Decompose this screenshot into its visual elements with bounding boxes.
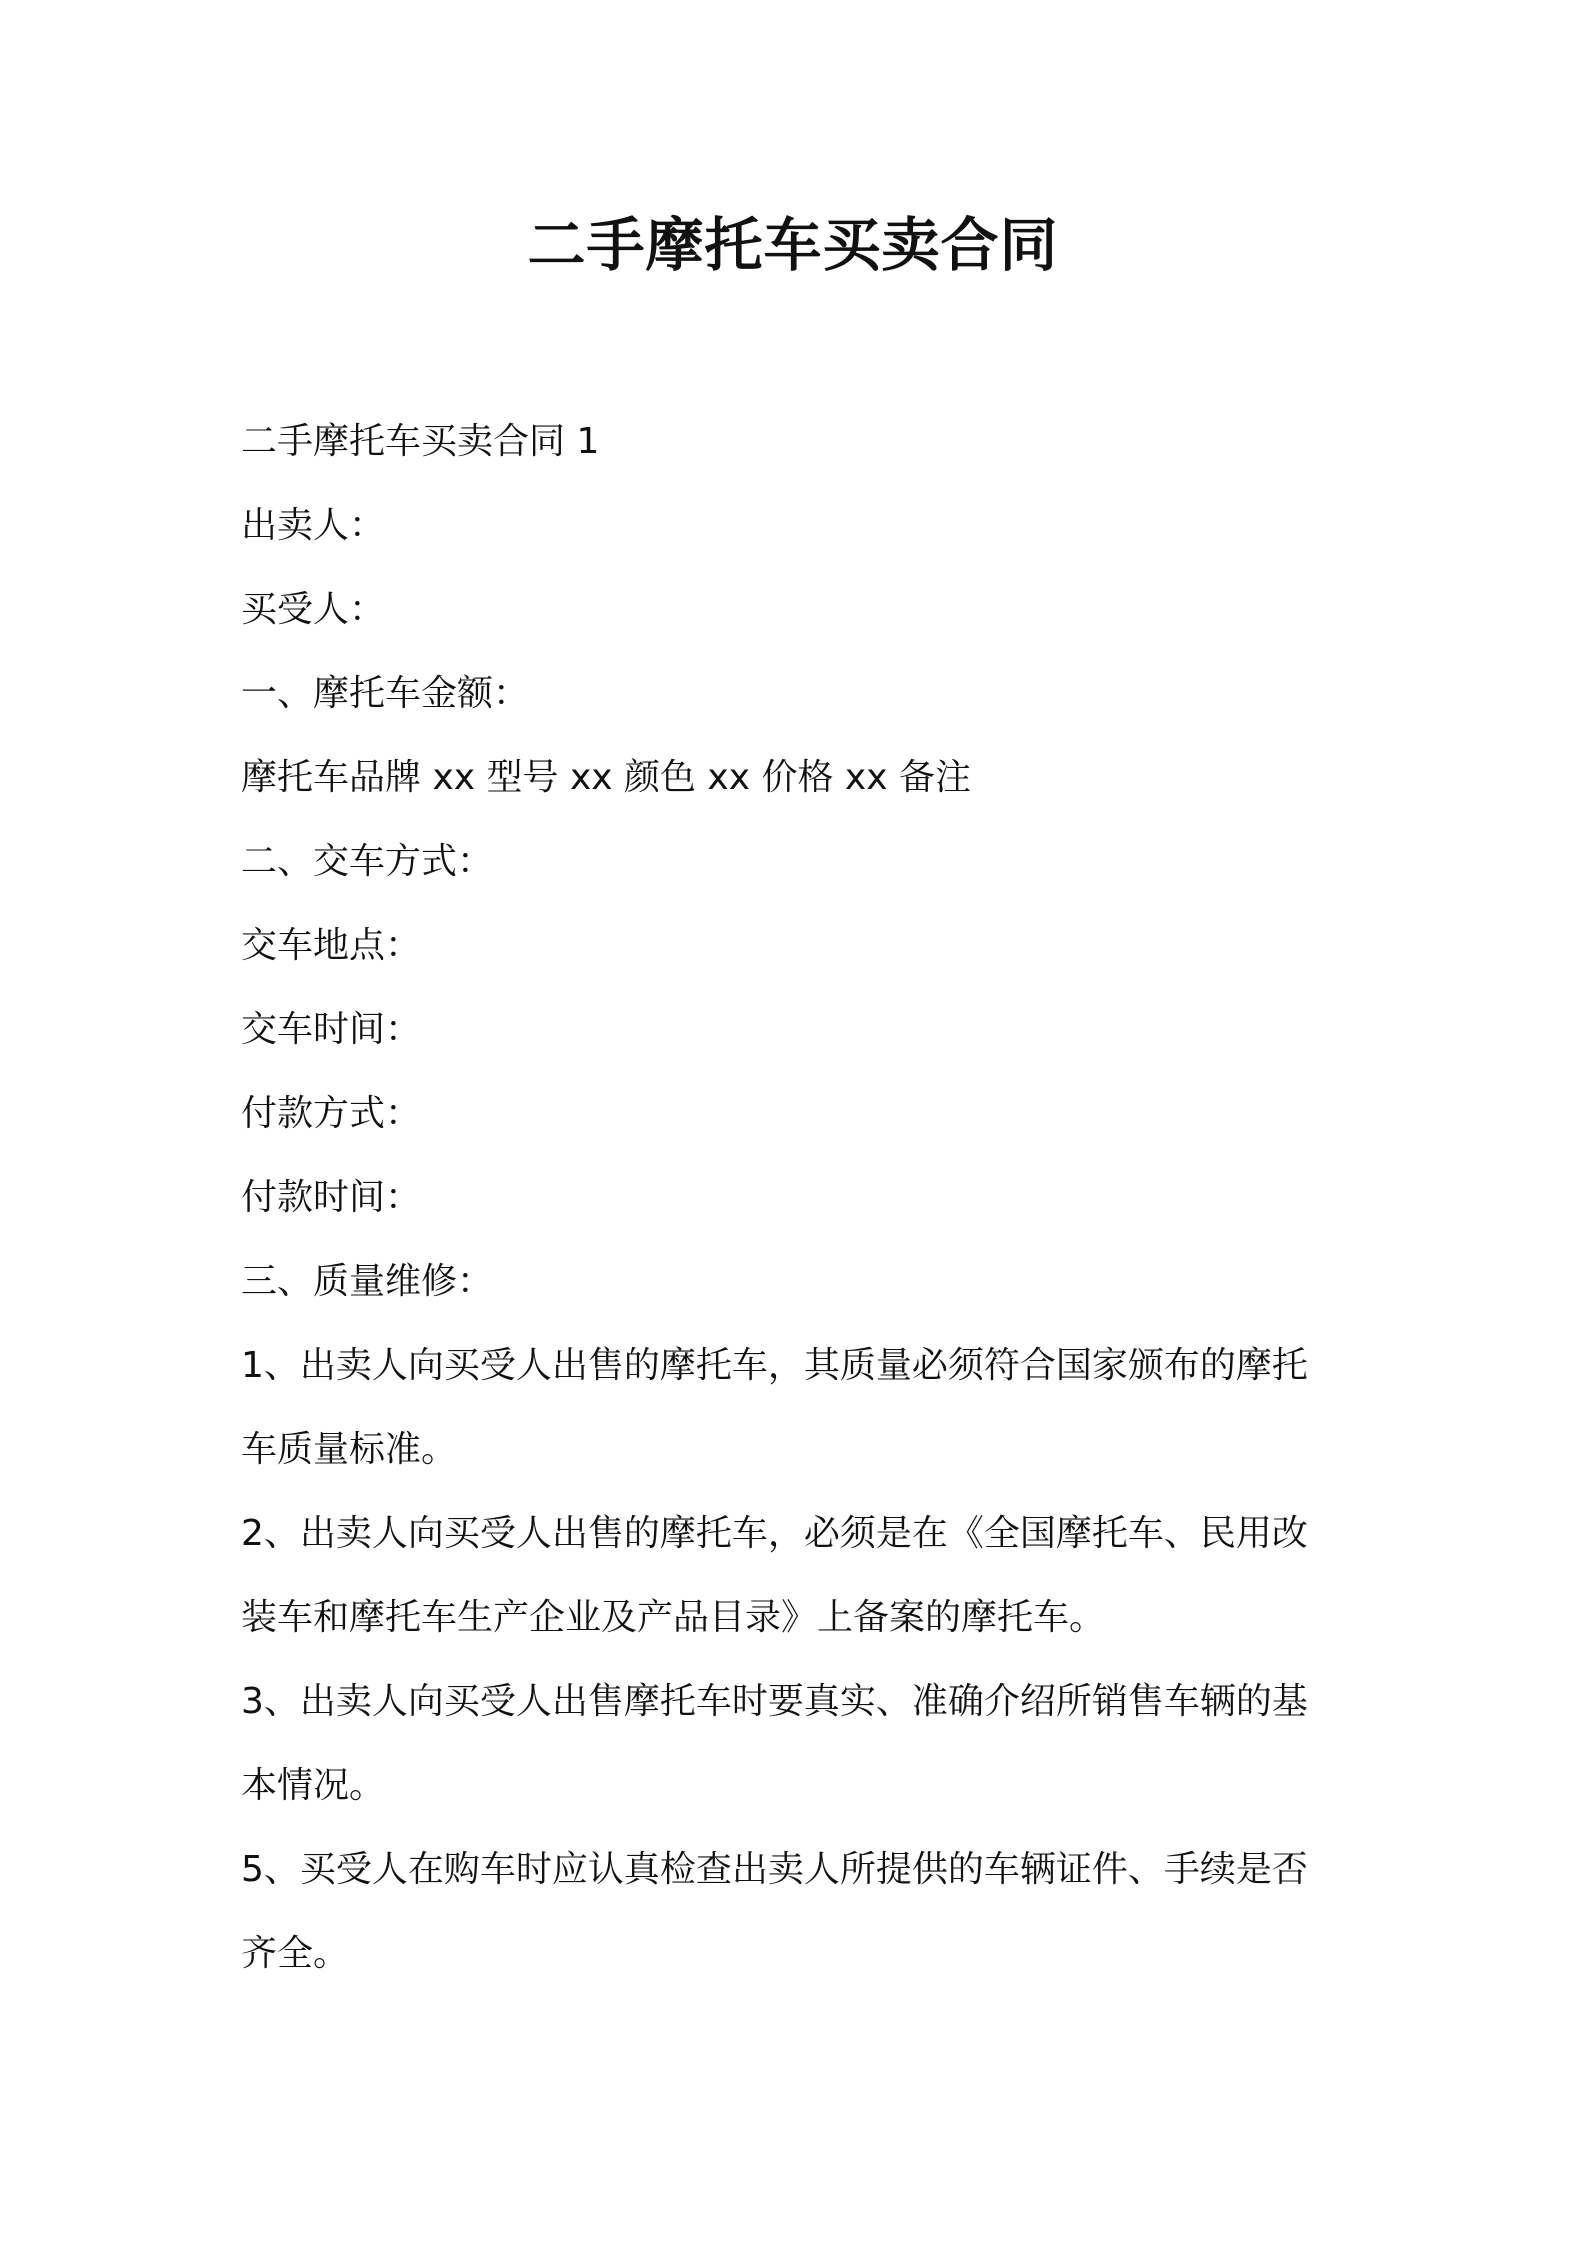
document-title: 二手摩托车买卖合同 bbox=[527, 211, 1059, 279]
payment-method-field: 付款方式： bbox=[241, 1093, 422, 1134]
clause-3 bbox=[241, 1660, 1351, 1828]
contract-subtitle: 二手摩托车买卖合同 1 bbox=[241, 421, 600, 462]
document-body bbox=[241, 400, 1351, 1996]
clause-1 bbox=[241, 1324, 1351, 1492]
delivery-location-field: 交车地点： bbox=[241, 925, 422, 966]
buyer-field: 买受人： bbox=[241, 589, 386, 630]
clause-line: 2、出卖人向买受人出售的摩托车，必须是在《全国摩托车、民用改 bbox=[241, 1513, 1308, 1554]
clause-line: 装车和摩托车生产企业及产品目录》上备案的摩托车。 bbox=[241, 1597, 1106, 1638]
section-heading-quality: 三、质量维修： bbox=[241, 1261, 494, 1302]
clause-line: 3、出卖人向买受人出售摩托车时要真实、准确介绍所销售车辆的基 bbox=[241, 1681, 1308, 1722]
seller-field: 出卖人： bbox=[241, 505, 386, 546]
clause-line: 1、出卖人向买受人出售的摩托车，其质量必须符合国家颁布的摩托 bbox=[241, 1345, 1308, 1386]
clause-line: 车质量标准。 bbox=[241, 1429, 458, 1470]
clause-2 bbox=[241, 1492, 1351, 1660]
section-heading-delivery: 二、交车方式： bbox=[241, 841, 494, 882]
clause-line: 本情况。 bbox=[241, 1765, 386, 1806]
motorcycle-details-line: 摩托车品牌 xx 型号 xx 颜色 xx 价格 xx 备注 bbox=[241, 757, 971, 798]
section-heading-amount: 一、摩托车金额： bbox=[241, 673, 530, 714]
clause-line: 5、买受人在购车时应认真检查出卖人所提供的车辆证件、手续是否 bbox=[241, 1849, 1308, 1890]
clause-line: 齐全。 bbox=[241, 1933, 350, 1974]
delivery-time-field: 交车时间： bbox=[241, 1009, 422, 1050]
clause-5 bbox=[241, 1828, 1351, 1996]
payment-time-field: 付款时间： bbox=[241, 1177, 422, 1218]
